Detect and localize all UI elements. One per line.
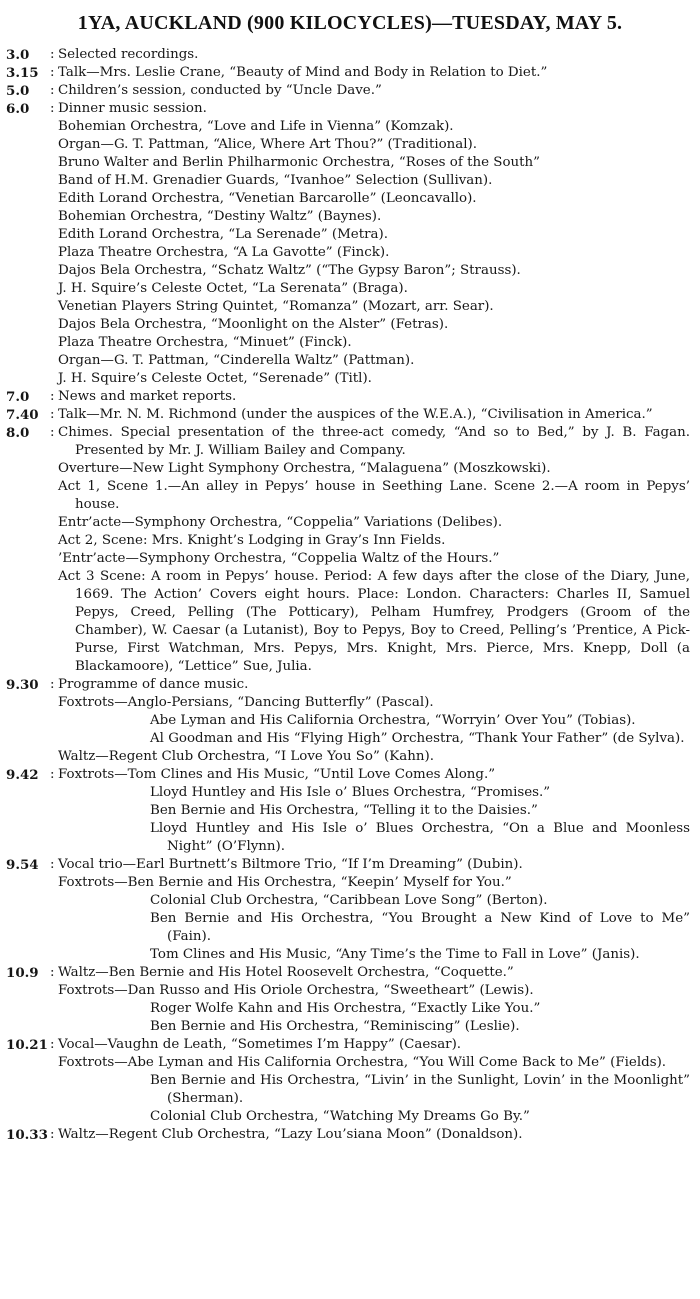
programme-item: Dajos Bela Orchestra, “Schatz Waltz” (“The Gypsy Baron”; Strauss). bbox=[58, 263, 521, 278]
programme-item: Band of H.M. Grenadier Guards, “Ivanhoe” Selection (Sullivan). bbox=[58, 173, 493, 188]
programme-item: Venetian Players String Quintet, “Romanza” (Mozart, arr. Sear). bbox=[58, 299, 494, 314]
programme-item: J. H. Squire’s Celeste Octet, “La Serenata” (Braga). bbox=[58, 281, 408, 296]
programme-item: Bruno Walter and Berlin Philharmonic Orchestra, “Roses of the South” bbox=[58, 155, 540, 170]
sub-item: Lloyd Huntley and His Isle o’ Blues Orchestra, “On a Blue and Moonless Night” (O’Flynn). bbox=[150, 821, 690, 854]
schedule-entry bbox=[6, 388, 690, 406]
programme-item: Edith Lorand Orchestra, “La Serenade” (Metra). bbox=[58, 227, 388, 242]
programme-item: Foxtrots—Dan Russo and His Oriole Orchestra, “Sweetheart” (Lewis). bbox=[58, 983, 534, 998]
sub-item: Colonial Club Orchestra, “Caribbean Love Song” (Berton). bbox=[150, 893, 548, 908]
entry-text: Talk—Mrs. Leslie Crane, “Beauty of Mind and Body in Relation to Diet.” bbox=[58, 65, 548, 80]
schedule-entry bbox=[6, 406, 690, 424]
time-separator: : bbox=[50, 83, 55, 98]
sub-item: Ben Bernie and His Orchestra, “Livin’ in the Sunlight, Lovin’ in the Moonlight” (Sherman). bbox=[150, 1073, 690, 1106]
sub-item: Lloyd Huntley and His Isle o’ Blues Orchestra, “Promises.” bbox=[150, 785, 551, 800]
programme-item: Organ—G. T. Pattman, “Alice, Where Art Thou?” (Traditional). bbox=[58, 137, 478, 152]
sub-item: Tom Clines and His Music, “Any Time’s the Time to Fall in Love” (Janis). bbox=[150, 947, 640, 962]
entry-text: Vocal—Vaughn de Leath, “Sometimes I’m Happy” (Caesar). bbox=[58, 1037, 462, 1052]
entry-time: 3.15 bbox=[6, 65, 39, 81]
schedule-entry bbox=[6, 964, 690, 1036]
programme-item: Act 1, Scene 1.—An alley in Pepys’ house in Seething Lane. Scene 2.—A room in Pepys’ house. bbox=[58, 479, 690, 512]
programme-item: Foxtrots—Abe Lyman and His California Orchestra, “You Will Come Back to Me” (Fields). bbox=[58, 1055, 667, 1070]
programme-item: ’Entr’acte—Symphony Orchestra, “Coppelia Waltz of the Hours.” bbox=[58, 551, 500, 566]
programme-item: Edith Lorand Orchestra, “Venetian Barcarolle” (Leoncavallo). bbox=[58, 191, 477, 206]
sub-item: Ben Bernie and His Orchestra, “You Brought a New Kind of Love to Me” (Fain). bbox=[150, 911, 690, 944]
time-separator: : bbox=[50, 1127, 55, 1142]
time-separator: : bbox=[50, 407, 55, 422]
page-title: 1YA, AUCKLAND (900 KILOCYCLES)—TUESDAY, MAY 5. bbox=[77, 12, 623, 34]
schedule-entry bbox=[6, 46, 690, 64]
programme-item: Organ—G. T. Pattman, “Cinderella Waltz” (Pattman). bbox=[58, 353, 415, 368]
schedule-entry bbox=[6, 100, 690, 388]
time-separator: : bbox=[50, 425, 55, 440]
programme-item: Plaza Theatre Orchestra, “A La Gavotte” (Finck). bbox=[58, 245, 390, 260]
programme-item: Waltz—Regent Club Orchestra, “I Love You So” (Kahn). bbox=[58, 749, 435, 764]
time-separator: : bbox=[50, 47, 55, 62]
entry-text: Talk—Mr. N. M. Richmond (under the auspices of the W.E.A.), “Civilisation in America.” bbox=[58, 407, 653, 422]
entry-time: 10.33 bbox=[6, 1127, 48, 1143]
time-separator: : bbox=[50, 1037, 55, 1052]
time-separator: : bbox=[50, 101, 55, 116]
entry-text: Children’s session, conducted by “Uncle Dave.” bbox=[58, 83, 382, 98]
entry-text: Waltz—Ben Bernie and His Hotel Roosevelt Orchestra, “Coquette.” bbox=[58, 965, 514, 980]
entry-text: Dinner music session. bbox=[58, 101, 207, 116]
time-separator: : bbox=[50, 965, 55, 980]
time-separator: : bbox=[50, 857, 55, 872]
entry-time: 8.0 bbox=[6, 425, 30, 441]
entry-time: 10.21 bbox=[6, 1037, 48, 1053]
programme-item: Act 2, Scene: Mrs. Knight’s Lodging in Gray’s Inn Fields. bbox=[58, 533, 446, 548]
programme-item: Bohemian Orchestra, “Destiny Waltz” (Baynes). bbox=[58, 209, 382, 224]
sub-item: Colonial Club Orchestra, “Watching My Dreams Go By.” bbox=[150, 1109, 530, 1124]
entry-time: 9.30 bbox=[6, 677, 39, 693]
entry-time: 7.0 bbox=[6, 389, 30, 405]
entry-text: Selected recordings. bbox=[58, 47, 199, 62]
programme-item: Act 3 Scene: A room in Pepys’ house. Period: A few days after the close of the Diary, June, 1669. The Action’ Covers eight hours. Place: London. Characters: Charles II, Samuel Pepys, Creed, Pelling (The Potticary), Pelham Humfrey, Prodgers (Groom of the Chamber), W. Caesar (a Lutanist), Boy to Pepys, Boy to Creed, Pelling’s ’Prentice, A Pick-Purse, First Watchman, Mrs. Pepys, Mrs. Knight, Mrs. Pierce, Mrs. Knepp, Doll (a Blackamoore), “Lettice” Sue, Julia. bbox=[58, 569, 690, 674]
entry-text: Waltz—Regent Club Orchestra, “Lazy Lou’siana Moon” (Donaldson). bbox=[58, 1127, 523, 1142]
entry-text: Programme of dance music. bbox=[58, 677, 249, 692]
entry-time: 6.0 bbox=[6, 101, 30, 117]
entry-time: 9.42 bbox=[6, 767, 39, 783]
schedule-entry bbox=[6, 856, 690, 964]
entry-text: Foxtrots—Tom Clines and His Music, “Until Love Comes Along.” bbox=[58, 767, 496, 782]
programme-item: J. H. Squire’s Celeste Octet, “Serenade” (Titl). bbox=[58, 371, 372, 386]
sub-item: Roger Wolfe Kahn and His Orchestra, “Exactly Like You.” bbox=[150, 1001, 541, 1016]
schedule-entry bbox=[6, 424, 690, 676]
sub-item: Ben Bernie and His Orchestra, “Reminiscing” (Leslie). bbox=[150, 1019, 520, 1034]
schedule-entry bbox=[6, 1036, 690, 1126]
sub-item: Al Goodman and His “Flying High” Orchestra, “Thank Your Father” (de Sylva). bbox=[150, 731, 685, 746]
programme-item: Entr’acte—Symphony Orchestra, “Coppelia” Variations (Delibes). bbox=[58, 515, 503, 530]
time-separator: : bbox=[50, 767, 55, 782]
time-separator: : bbox=[50, 65, 55, 80]
programme-item: Plaza Theatre Orchestra, “Minuet” (Finck). bbox=[58, 335, 352, 350]
programme-item: Foxtrots—Ben Bernie and His Orchestra, “Keepin’ Myself for You.” bbox=[58, 875, 512, 890]
programme-item: Bohemian Orchestra, “Love and Life in Vienna” (Komzak). bbox=[58, 119, 454, 134]
entry-time: 9.54 bbox=[6, 857, 39, 873]
time-separator: : bbox=[50, 677, 55, 692]
entry-text: News and market reports. bbox=[58, 389, 237, 404]
schedule-entry bbox=[6, 766, 690, 856]
entry-time: 3.0 bbox=[6, 47, 30, 63]
programme-item: Dajos Bela Orchestra, “Moonlight on the Alster” (Fetras). bbox=[58, 317, 449, 332]
programme-item: Foxtrots—Anglo-Persians, “Dancing Butterfly” (Pascal). bbox=[58, 695, 434, 710]
time-separator: : bbox=[50, 389, 55, 404]
entry-text: Chimes. Special presentation of the three-act comedy, “And so to Bed,” by J. B. Fagan. Presented by Mr. J. William Bailey and Company. bbox=[58, 425, 690, 458]
entry-time: 7.40 bbox=[6, 407, 39, 423]
schedule-entry bbox=[6, 676, 690, 766]
schedule-entry bbox=[6, 1126, 690, 1144]
sub-item: Ben Bernie and His Orchestra, “Telling it to the Daisies.” bbox=[150, 803, 538, 818]
schedule-entry bbox=[6, 64, 690, 82]
entry-time: 5.0 bbox=[6, 83, 30, 99]
programme-item: Overture—New Light Symphony Orchestra, “Malaguena” (Moszkowski). bbox=[58, 461, 551, 476]
sub-item: Abe Lyman and His California Orchestra, “Worryin’ Over You” (Tobias). bbox=[150, 713, 636, 728]
entry-text: Vocal trio—Earl Burtnett’s Biltmore Trio, “If I’m Dreaming” (Dubin). bbox=[58, 857, 523, 872]
schedule-entry bbox=[6, 82, 690, 100]
entry-time: 10.9 bbox=[6, 965, 39, 981]
programme-listing bbox=[6, 46, 690, 1144]
